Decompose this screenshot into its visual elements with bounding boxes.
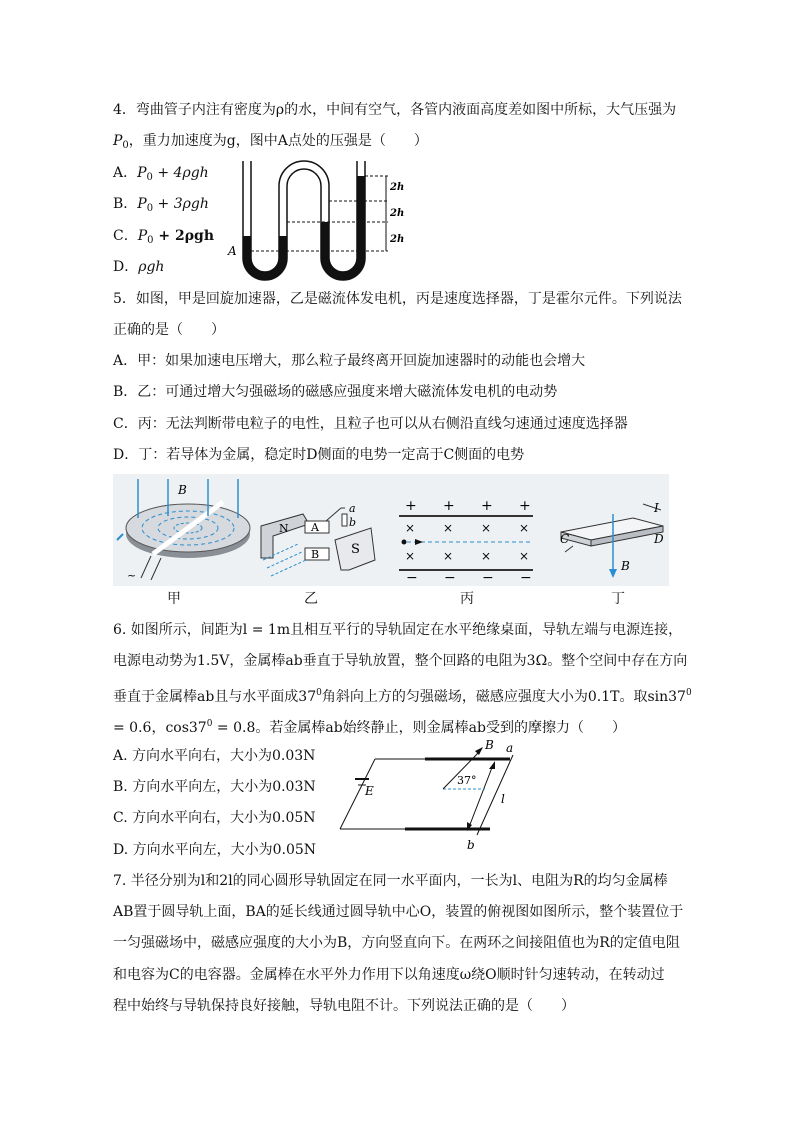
q6-option-d[interactable]: D. 方向水平向左，大小为0.05N — [113, 842, 317, 858]
option-sub: 0 — [147, 235, 154, 246]
q6-line3-sup2: 0 — [685, 688, 692, 698]
q6-b-label: B — [485, 738, 494, 752]
option-rest: ρgh — [138, 259, 165, 275]
option-label: B． — [113, 196, 138, 212]
q7-stem-line2: AB置于圆导轨上面，BA的延长线通过圆导轨中心O，装置的俯视图如图所示，整个装置位于 — [113, 904, 684, 920]
q5-ding-i-label: I — [654, 501, 659, 515]
option-label: D． — [113, 259, 139, 275]
q6-stem-line2: 电源电动势为1.5V，金属棒ab垂直于导轨放置，整个回路的电阻为3Ω。整个空间中存在方向 — [113, 653, 688, 669]
q6-line4-part1: = 0.6，cos37 — [113, 720, 207, 736]
q5-yi-s-label: S — [351, 542, 360, 557]
option-label: C． — [113, 228, 138, 244]
svg-text:×: × — [481, 521, 492, 535]
q5-ding-b-label: B — [621, 559, 630, 573]
option-p: P — [137, 196, 147, 212]
q5-option-d[interactable]: D．丁：若导体为金属，稳定时D侧面的电势一定高于C侧面的电势 — [113, 447, 525, 463]
q6-line3-part1: 垂直于金属棒ab且与水平面成37 — [113, 689, 317, 705]
q6-line3-sup1: 0 — [316, 688, 322, 698]
svg-text:+: + — [443, 498, 455, 514]
q4-height-label-1: 2h — [390, 182, 405, 193]
q4-figure-u-tubes — [226, 156, 416, 282]
q4-p-subscript: 0 — [122, 140, 129, 151]
q4-stem-line1: 4．弯曲管子内注有密度为ρ的水，中间有空气，各管内液面高度差如图中所标，大气压强为 — [113, 102, 677, 118]
option-p: P — [137, 165, 147, 181]
q4-option-a[interactable] — [113, 163, 209, 188]
q7-stem-line3: 一匀强磁场中，磁感应强度的大小为B，方向竖直向下。在两环之间接阻值也为R的定值电阻 — [113, 935, 680, 951]
svg-text:×: × — [405, 521, 416, 535]
option-rest: + 3ρgh — [153, 196, 209, 212]
q5-jia-ac-symbol: ~ — [127, 569, 137, 582]
svg-text:+: + — [519, 498, 531, 514]
q5-stem-line2: 正确的是（ ） — [113, 322, 225, 338]
svg-text:+: + — [481, 498, 493, 514]
svg-text:+: + — [405, 498, 417, 514]
option-p: P — [137, 228, 148, 244]
q6-option-a[interactable]: A. 方向水平向右，大小为0.03N — [113, 748, 316, 764]
q5-yi-plate-b-label: B — [311, 548, 320, 561]
svg-text:−: − — [444, 570, 456, 586]
q5-yi-plate-a-label: A — [311, 521, 319, 534]
q5-caption-jia: 甲 — [167, 591, 181, 607]
svg-text:×: × — [481, 549, 492, 563]
q5-option-b[interactable]: B．乙：可通过增大匀强磁场的磁感应强度来增大磁流体发电机的电动势 — [113, 384, 558, 400]
option-sub: 0 — [146, 203, 154, 214]
q6-line3-part2: 角斜向上方的匀强磁场，磁感应强度大小为0.1T。取sin37 — [321, 689, 686, 705]
svg-text:×: × — [443, 549, 454, 563]
q5-jia-b-label: B — [178, 483, 187, 497]
q6-angle-label: 37° — [457, 774, 477, 787]
q5-option-c[interactable]: C．丙：无法判断带电粒子的电性，且粒子也可以从右侧沿直线匀速通过速度选择器 — [113, 416, 628, 432]
q4-p-symbol: P — [113, 133, 123, 149]
q5-ding-d-label: D — [654, 532, 664, 546]
q6-option-b[interactable]: B. 方向水平向左，大小为0.03N — [113, 779, 316, 795]
option-label: A． — [113, 165, 138, 181]
q5-figure-panels — [113, 474, 669, 586]
q4-height-label-2: 2h — [390, 208, 405, 219]
q5-yi-n-label: N — [279, 522, 289, 535]
option-rest: + 4ρgh — [152, 165, 209, 181]
q6-stem-line1: 6. 如图所示，间距为l = 1m且相互平行的导轨固定在水平绝缘桌面，导轨左端与电源连接， — [113, 622, 683, 638]
q6-l-label: l — [501, 792, 505, 806]
q5-stem-line1: 5．如图，甲是回旋加速器，乙是磁流体发电机，丙是速度选择器，丁是霍尔元件。下列说法 — [113, 291, 682, 307]
svg-text:−: − — [520, 570, 532, 586]
q5-yi-a-label: a — [349, 502, 356, 515]
q6-line4-sup: 0 — [206, 719, 213, 729]
q4-option-b[interactable] — [113, 194, 209, 219]
q4-option-c[interactable] — [113, 226, 214, 251]
q4-option-d[interactable] — [113, 257, 164, 277]
q6-line4-part2: = 0.8。若金属棒ab始终静止，则金属棒ab受到的摩擦力（ ） — [212, 720, 626, 736]
svg-text:−: − — [406, 570, 418, 586]
q4-point-a-label: A — [228, 244, 237, 258]
q5-caption-ding: 丁 — [611, 591, 625, 607]
q4-height-label-3: 2h — [390, 234, 405, 245]
q7-stem-line5: 程中始终与导轨保持良好接触，导轨电阻不计。下列说法正确的是（ ） — [113, 998, 575, 1014]
option-sub: 0 — [146, 172, 153, 183]
q4-stem-line2 — [113, 131, 428, 156]
q6-stem-line3 — [113, 683, 692, 707]
q6-b-end-label: b — [467, 838, 475, 852]
q5-yi-b-small-label: b — [349, 516, 357, 529]
q7-stem-line4: 和电容为C的电容器。金属棒在水平外力作用下以角速度ω绕O顺时针匀速转动，在转动过 — [113, 967, 665, 983]
svg-text:×: × — [443, 521, 454, 535]
q5-option-a[interactable]: A．甲：如果加速电压增大，那么粒子最终离开回旋加速器时的动能也会增大 — [113, 353, 586, 369]
q5-caption-bing: 丙 — [460, 591, 474, 607]
svg-text:×: × — [519, 521, 530, 535]
svg-text:−: − — [482, 570, 494, 586]
q6-e-label: E — [365, 784, 374, 798]
q6-option-c[interactable]: C. 方向水平向右，大小为0.05N — [113, 810, 316, 826]
svg-text:×: × — [519, 549, 530, 563]
q5-ding-c-label: C — [560, 532, 570, 546]
svg-text:×: × — [405, 549, 416, 563]
q5-caption-yi: 乙 — [304, 591, 318, 607]
q7-stem-line1: 7. 半径分别为l和2l的同心圆形导轨固定在同一水平面内，一长为l、电阻为R的均匀金属棒 — [113, 873, 668, 889]
option-rest: + 2ρgh — [153, 228, 215, 244]
q6-figure-rails — [335, 735, 535, 853]
q4-stem-line2-rest: ，重力加速度为g，图中A点处的压强是（ ） — [128, 133, 428, 149]
q6-a-label: a — [506, 741, 514, 755]
